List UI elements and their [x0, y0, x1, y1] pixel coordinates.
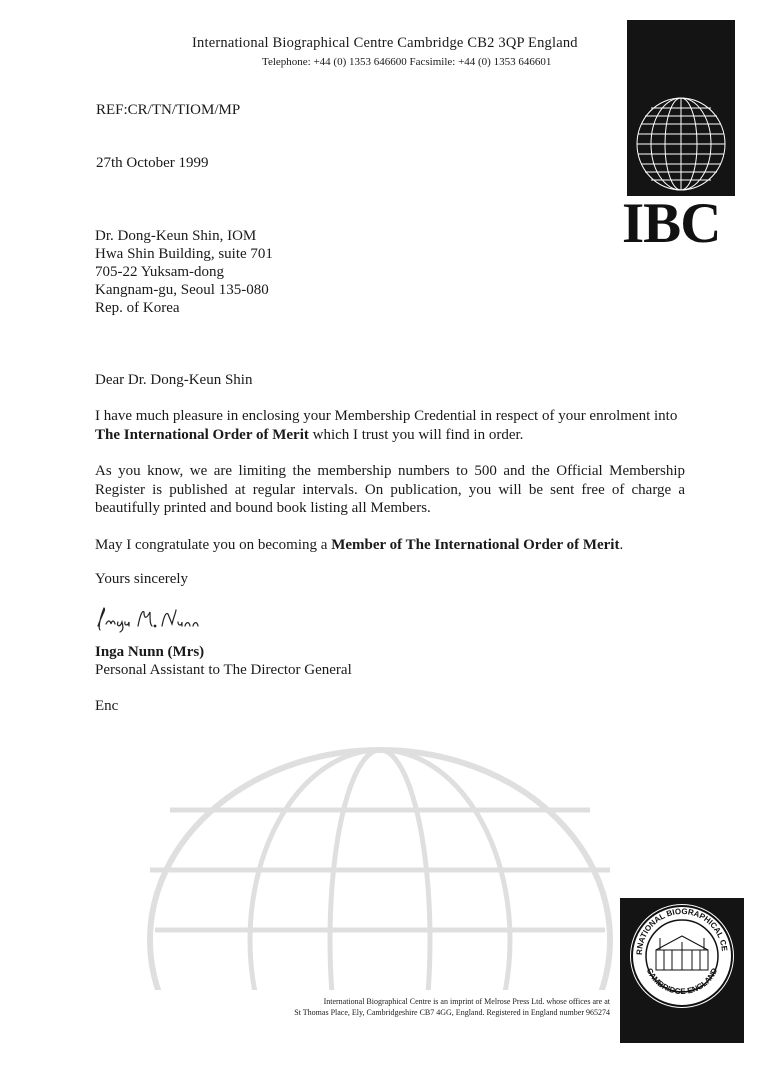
paragraph-text: I have much pleasure in enclosing your Membership Credential in respect of your enrolment into — [95, 408, 678, 424]
seal-ring-text-top: RNATIONAL BIOGRAPHICAL CE — [634, 906, 729, 956]
recipient-address-line: 705-22 Yuksam-dong — [95, 264, 225, 280]
reference-line: REF:CR/TN/TIOM/MP — [96, 102, 241, 118]
seal-emblem — [620, 898, 744, 1043]
logo-globe-panel — [627, 20, 735, 196]
recipient-name: Dr. Dong-Keun Shin, IOM — [95, 228, 257, 244]
order-name: The International Order of Merit — [95, 426, 309, 443]
closing: Yours sincerely — [95, 571, 189, 587]
signer-title: Personal Assistant to The Director General — [95, 662, 352, 678]
handwritten-signature — [94, 604, 204, 634]
membership-title: Member of The International Order of Merit — [331, 537, 620, 553]
watermark-globe — [110, 740, 650, 990]
recipient-address-line: Rep. of Korea — [95, 300, 180, 316]
letterhead-contact: Telephone: +44 (0) 1353 646600 Facsimile: +44 (0) 1353 646601 — [262, 56, 552, 68]
footer-line: International Biographical Centre is an imprint of Melrose Press Ltd. whose offices are at — [323, 997, 610, 1006]
seal-ring-text-bottom: CAMBRIDGE ENGLAND — [644, 966, 720, 997]
paragraph-text: May I congratulate you on becoming a — [95, 537, 332, 553]
paragraph-enclosure — [95, 407, 685, 444]
logo-wordmark: IBC — [622, 192, 721, 255]
paragraph-congratulations — [95, 536, 685, 555]
seal-panel — [620, 898, 744, 1043]
recipient-address-line: Hwa Shin Building, suite 701 — [95, 246, 273, 262]
enclosure-note: Enc — [95, 698, 119, 714]
paragraph-text: . — [619, 537, 624, 553]
globe-icon — [627, 20, 735, 196]
signer-name: Inga Nunn (Mrs) — [95, 644, 205, 660]
recipient-address-line: Kangnam-gu, Seoul 135-080 — [95, 282, 269, 298]
letter-date: 27th October 1999 — [96, 155, 209, 171]
footer-notice — [236, 997, 610, 1018]
paragraph-membership: As you know, we are limiting the membership numbers to 500 and the Official Membership Register is published at regular intervals. On publication, you will be sent free of charge a beautifully printed and bound book listing all Members. — [95, 463, 685, 516]
paragraph-text: which I trust you will find in order. — [308, 426, 524, 443]
salutation: Dear Dr. Dong-Keun Shin — [95, 372, 253, 388]
footer-line: St Thomas Place, Ely, Cambridgeshire CB7 4GG, England. Registered in England number 965274 — [294, 1007, 610, 1017]
letterhead-organization: International Biographical Centre Cambridge CB2 3QP England — [192, 35, 578, 51]
